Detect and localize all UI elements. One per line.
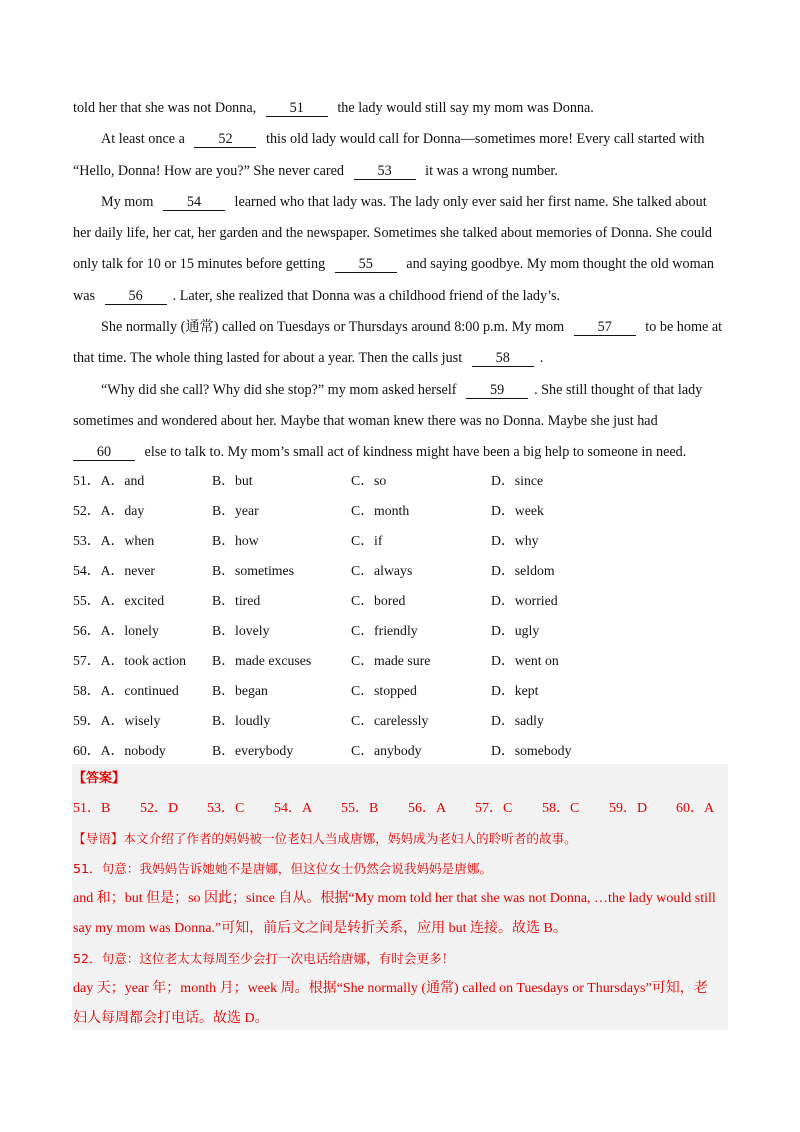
question-row (73, 676, 728, 706)
option-d: D．kept (491, 683, 539, 698)
option-text: A．lonely (100, 623, 159, 638)
passage-text: her daily life, her cat, her garden and the newspaper. Sometimes she talked about memories of Donna. She could (73, 225, 713, 242)
passage-text: to be home at (641, 319, 723, 336)
question-row (73, 556, 728, 586)
option-d: D．ugly (491, 623, 540, 638)
option-b: B．lovely (212, 623, 270, 638)
cloze-passage (73, 93, 728, 469)
blank-56: 56 (105, 288, 167, 305)
question-options (73, 466, 728, 766)
blank-59: 59 (466, 382, 528, 399)
answer-section (72, 764, 728, 1030)
option-a (73, 616, 159, 646)
option-a (73, 586, 164, 616)
explanation-51-meaning: 51．句意：我妈妈告诉她她不是唐娜，但这位女士仍然会说我妈妈是唐娜。 (73, 861, 493, 876)
question-row (73, 616, 728, 646)
question-row (73, 706, 728, 736)
passage-text: only talk for 10 or 15 minutes before getting (73, 256, 329, 273)
option-d: D．seldom (491, 563, 555, 578)
option-b: B．everybody (212, 743, 294, 758)
answer-key: 51．B (73, 801, 111, 816)
explanation-52-line2: 妇人每周都会打电话。故选 D。 (73, 1011, 269, 1026)
option-a (73, 676, 179, 706)
passage-line (73, 406, 728, 437)
option-c: C．so (351, 473, 387, 488)
answer-keys (72, 794, 728, 824)
option-c: C．month (351, 503, 410, 518)
option-b: B．year (212, 503, 259, 518)
option-text: A．wisely (100, 713, 161, 728)
blank-51: 51 (266, 100, 328, 117)
passage-text: the lady would still say my mom was Donna. (333, 100, 594, 116)
question-row (73, 496, 728, 526)
question-number: 59． (73, 713, 101, 728)
option-text: A．continued (100, 683, 179, 698)
blank-54: 54 (163, 194, 225, 211)
option-text: A．and (100, 473, 145, 488)
question-row (73, 466, 728, 496)
option-c: C．made sure (351, 653, 431, 668)
explanation-52-line1: day 天；year 年；month 月；week 周。根据“She normally (通常) called on Tuesdays or Thursdays”可知，老 (73, 981, 708, 996)
passage-text: . (539, 350, 544, 367)
option-b: B．how (212, 533, 259, 548)
passage-text: . Later, she realized that Donna was a childhood friend of the lady’s. (172, 287, 561, 304)
option-text: A．when (100, 533, 155, 548)
passage-text: and saying goodbye. My mom thought the old woman (402, 256, 715, 273)
option-a (73, 646, 186, 676)
passage-line (73, 312, 728, 343)
blank-57: 57 (574, 319, 636, 336)
passage-text: learned who that lady was. The lady only ever said her first name. She talked about (230, 193, 707, 210)
option-d: D．worried (491, 593, 558, 608)
passage-line (73, 218, 728, 249)
option-a (73, 526, 154, 556)
passage-text: this old lady would call for Donna—sometimes more! Every call started with (262, 131, 705, 148)
passage-text: was (73, 287, 99, 304)
answer-key: 54．A (274, 801, 313, 816)
passage-line (73, 375, 728, 406)
question-number: 57． (73, 653, 101, 668)
option-b: B．began (212, 683, 268, 698)
answer-key: 60．A (676, 801, 715, 816)
option-b: B．made excuses (212, 653, 312, 668)
passage-text: sometimes and wondered about her. Maybe that woman knew there was no Donna. Maybe she just had (73, 412, 658, 429)
option-a (73, 706, 160, 736)
option-d: D．went on (491, 653, 559, 668)
option-b: B．tired (212, 593, 261, 608)
passage-text: that time. The whole thing lasted for about a year. Then the calls just (73, 350, 466, 367)
option-c: C．if (351, 533, 383, 548)
answer-key: 59．D (609, 801, 648, 816)
option-d: D．sadly (491, 713, 544, 728)
option-c: C．friendly (351, 623, 418, 638)
answer-key: 55．B (341, 801, 379, 816)
option-text: A．took action (100, 653, 187, 668)
option-d: D．week (491, 503, 544, 518)
explanation-51-line2: say my mom was Donna.”可知，前后文之间是转折关系，应用 but 连接。故选 B。 (73, 921, 567, 936)
option-a (73, 496, 144, 526)
option-c: C．bored (351, 593, 406, 608)
explanation-52-meaning: 52．句意：这位老太太每周至少会打一次电话给唐娜，有时会更多！ (73, 951, 455, 966)
passage-line (73, 156, 728, 187)
passage-text: else to talk to. My mom’s small act of kindness might have been a big help to someone in need. (141, 444, 687, 461)
answer-key: 52．D (140, 801, 179, 816)
passage-line (73, 343, 728, 374)
passage-text: My mom (101, 193, 157, 210)
option-a (73, 736, 166, 766)
question-row (73, 586, 728, 616)
answer-key: 53．C (207, 801, 245, 816)
passage-text: At least once a (101, 131, 189, 148)
question-number: 60． (73, 743, 101, 758)
question-number: 58． (73, 683, 101, 698)
option-b: B．sometimes (212, 563, 295, 578)
option-a (73, 466, 144, 496)
question-number: 55． (73, 593, 101, 608)
guide-text: 【导语】本文介绍了作者的妈妈被一位老妇人当成唐娜，妈妈成为老妇人的聆听者的故事。 (73, 831, 577, 846)
passage-text: She normally (通常) called on Tuesdays or Thursdays around 8:00 p.m. My mom (101, 319, 568, 336)
option-b: B．loudly (212, 713, 271, 728)
option-text: A．nobody (100, 743, 166, 758)
question-row (73, 526, 728, 556)
explanation-51-line1: and 和；but 但是；so 因此；since 自从。根据“My mom told her that she was not Donna, …the lady would still (73, 891, 716, 906)
passage-text: “Why did she call? Why did she stop?” my mom asked herself (101, 381, 461, 398)
option-d: D．why (491, 533, 539, 548)
answer-key: 58．C (542, 801, 580, 816)
passage-text: it was a wrong number. (421, 162, 558, 179)
answer-key: 57．C (475, 801, 513, 816)
blank-55: 55 (335, 256, 397, 273)
answer-tag: 【答案】 (73, 771, 126, 786)
blank-53: 53 (354, 163, 416, 180)
option-b: B．but (212, 473, 253, 488)
option-c: C．always (351, 563, 413, 578)
passage-line (73, 437, 728, 468)
option-text: A．never (100, 563, 155, 578)
question-number: 51． (73, 473, 101, 488)
passage-line (73, 187, 728, 218)
answer-key: 56．A (408, 801, 447, 816)
question-number: 52． (73, 503, 101, 518)
question-number: 54． (73, 563, 101, 578)
question-number: 56． (73, 623, 101, 638)
passage-text: told her that she was not Donna, (73, 100, 260, 116)
passage-line (73, 93, 728, 124)
passage-line (73, 249, 728, 280)
option-d: D．since (491, 473, 544, 488)
passage-text: “Hello, Donna! How are you?” She never cared (73, 162, 348, 179)
blank-52: 52 (194, 131, 256, 148)
option-a (73, 556, 155, 586)
question-row (73, 736, 728, 766)
option-text: A．excited (100, 593, 165, 608)
option-c: C．carelessly (351, 713, 429, 728)
question-row (73, 646, 728, 676)
option-text: A．day (100, 503, 145, 518)
option-c: C．anybody (351, 743, 422, 758)
option-c: C．stopped (351, 683, 417, 698)
passage-line (73, 124, 728, 155)
option-d: D．somebody (491, 743, 572, 758)
passage-line (73, 281, 728, 312)
blank-60: 60 (73, 444, 135, 461)
blank-58: 58 (472, 350, 534, 367)
passage-text: . She still thought of that lady (534, 381, 703, 398)
question-number: 53． (73, 533, 101, 548)
